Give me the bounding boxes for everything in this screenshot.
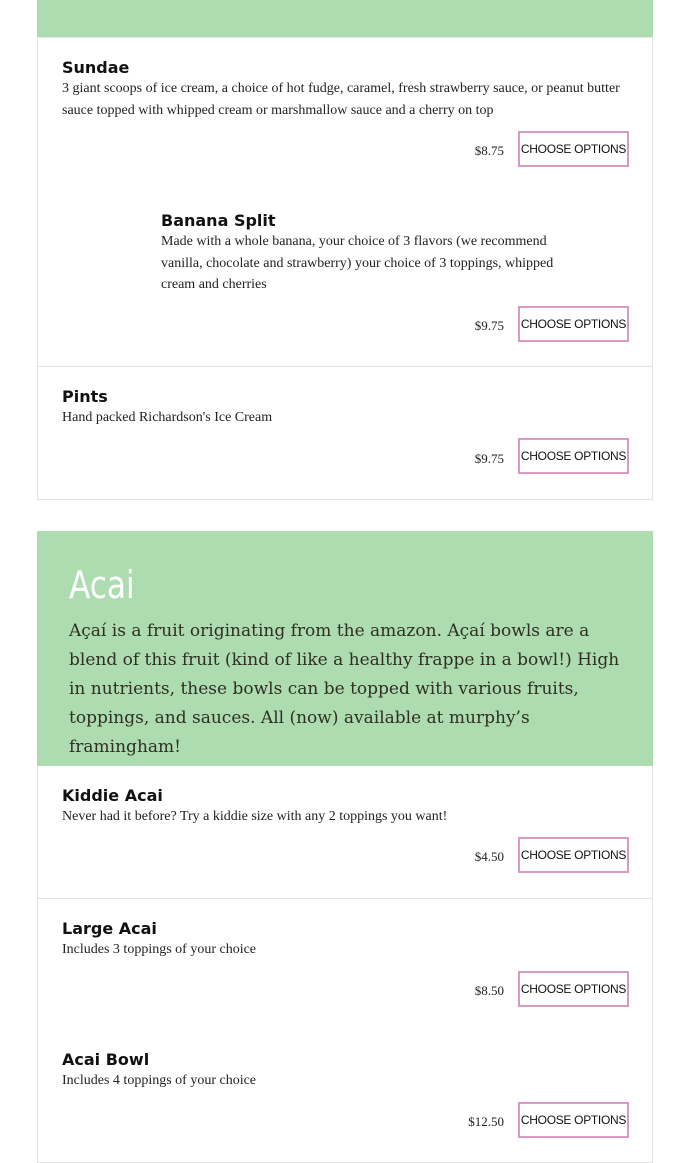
choose-options-button[interactable]: CHOOSE OPTIONS: [518, 131, 629, 167]
item-name: Sundae: [62, 58, 130, 77]
choose-options-button[interactable]: CHOOSE OPTIONS: [518, 837, 629, 873]
choose-options-button[interactable]: CHOOSE OPTIONS: [518, 1102, 629, 1138]
section-title: Acai: [69, 563, 135, 607]
choose-options-button[interactable]: CHOOSE OPTIONS: [518, 306, 629, 342]
item-description: Hand packed Richardson's Ice Cream: [62, 410, 273, 425]
menu-item-card[interactable]: [37, 766, 653, 899]
item-price: $9.75: [474, 451, 504, 466]
item-description: Includes 4 toppings of your choice: [62, 1073, 257, 1088]
item-name: Banana Split: [161, 211, 276, 230]
acai-section-header: [37, 531, 653, 766]
item-name: Pints: [62, 387, 108, 406]
item-name: Acai Bowl: [62, 1050, 150, 1069]
item-price: $8.75: [474, 143, 504, 158]
item-description: Never had it before? Try a kiddie size with any 2 toppings you want!: [62, 809, 448, 824]
choose-options-button[interactable]: CHOOSE OPTIONS: [518, 438, 629, 474]
item-description: Includes 3 toppings of your choice: [62, 942, 257, 957]
item-name: Kiddie Acai: [62, 786, 163, 805]
menu-item-card[interactable]: [37, 191, 653, 367]
item-price: $9.75: [474, 318, 504, 333]
menu-item-card[interactable]: [37, 366, 653, 500]
section-description: Açaí is a fruit originating from the amazon. Açaí bowls are a blend of this fruit (kind of like a healthy frappe in a bowl!) High in nutrients, these bowls can be topped with various fruits, toppings, and sauces. All (now) available at murphy’s framingham!: [69, 621, 620, 757]
item-price: $8.50: [474, 983, 504, 998]
choose-options-button[interactable]: CHOOSE OPTIONS: [518, 971, 629, 1007]
menu-item-card[interactable]: [37, 1030, 653, 1163]
section-header-band: [37, 0, 653, 37]
item-description: 3 giant scoops of ice cream, a choice of hot fudge, caramel, fresh strawberry sauce, or peanut butter sauce topped with whipped cream or marshmallow sauce and a cherry on top: [62, 81, 620, 118]
item-name: Large Acai: [62, 919, 157, 938]
menu-item-card[interactable]: [37, 898, 653, 1032]
menu-item-card[interactable]: [37, 37, 653, 193]
item-description: Made with a whole banana, your choice of 3 flavors (we recommend vanilla, chocolate and strawberry) your choice of 3 toppings, whipped cream and cherries: [161, 234, 554, 292]
item-price: $12.50: [468, 1114, 504, 1129]
item-price: $4.50: [474, 849, 504, 864]
